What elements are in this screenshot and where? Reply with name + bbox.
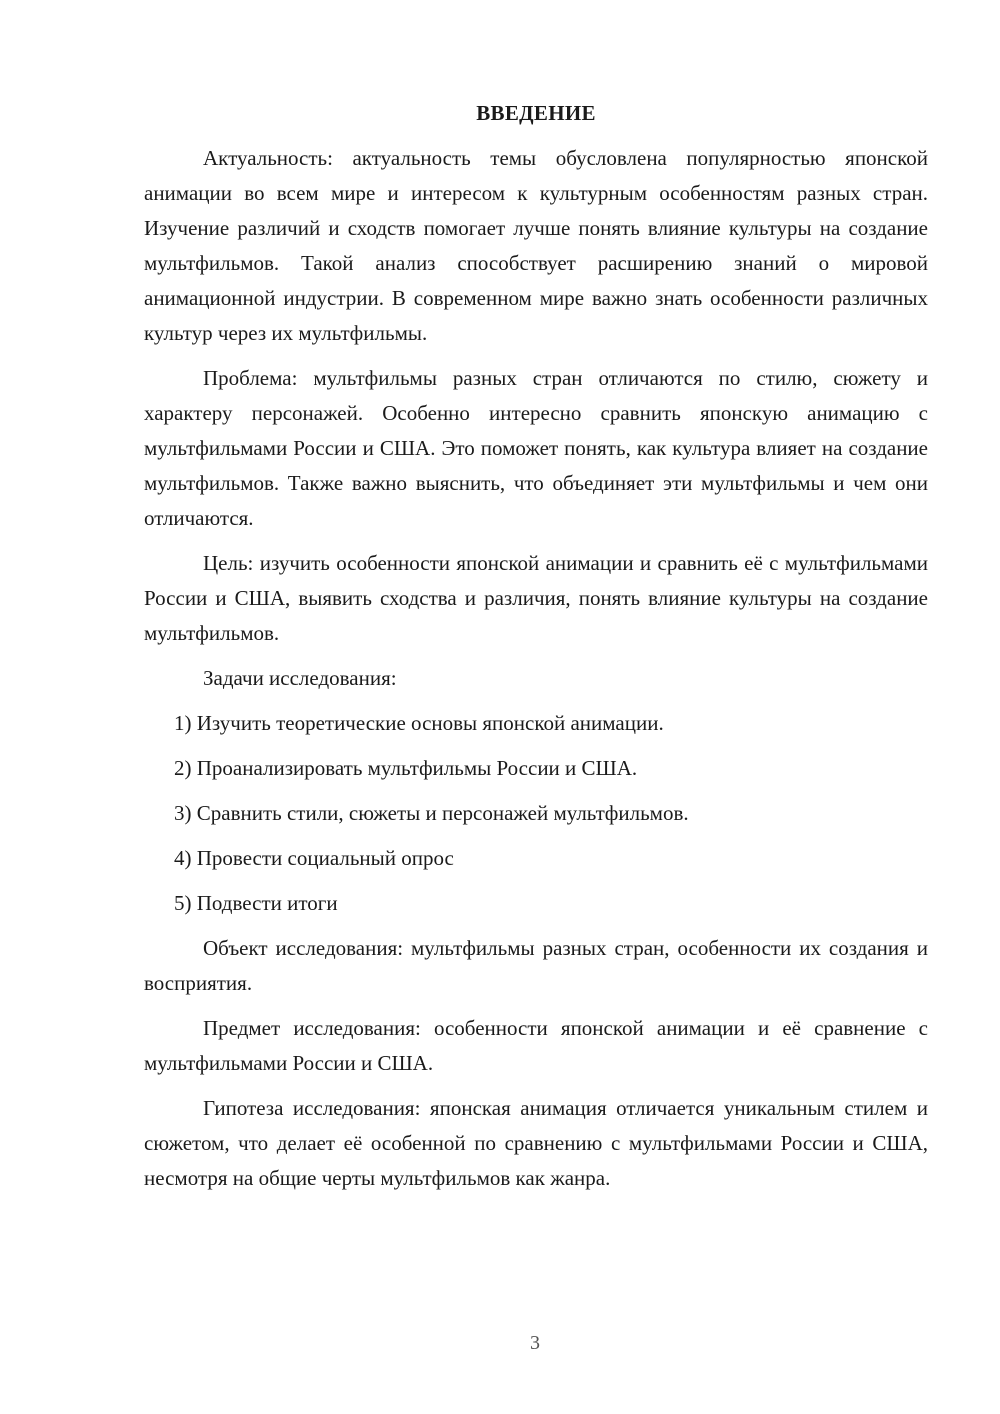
tasks-list	[144, 706, 928, 921]
hypothesis-paragraph: Гипотеза исследования: японская анимация отличается уникальным стилем и сюжетом, что делает её особенной по сравнению с мультфильмами России и США, несмотря на общие черты мультфильмов как жанра.	[144, 1096, 928, 1190]
task-item-3: 3) Сравнить стили, сюжеты и персонажей мультфильмов.	[174, 801, 689, 825]
document-page	[144, 96, 928, 1206]
page-title: ВВЕДЕНИЕ	[476, 101, 596, 125]
task-item-5: 5) Подвести итоги	[174, 891, 338, 915]
task-item-1: 1) Изучить теоретические основы японской анимации.	[174, 711, 664, 735]
tasks-heading: Задачи исследования:	[203, 666, 397, 690]
task-item-2: 2) Проанализировать мультфильмы России и США.	[174, 756, 638, 780]
page-number: 3	[530, 1332, 540, 1354]
problem-paragraph: Проблема: мультфильмы разных стран отличаются по стилю, сюжету и характеру персонажей. Особенно интересно сравнить японскую анимацию с мультфильмами России и США. Это поможет понять, как культура влияет на создание мультфильмов. Также важно выяснить, что объединяет эти мультфильмы и чем они отличаются.	[144, 366, 928, 530]
object-paragraph: Объект исследования: мультфильмы разных стран, особенности их создания и восприятия.	[144, 936, 928, 995]
relevance-paragraph: Актуальность: актуальность темы обусловлена популярностью японской анимации во всем мире и интересом к культурным особенностям разных стран. Изучение различий и сходств помогает лучше понять влияние культуры на создание мультфильмов. Такой анализ способствует расширению знаний о мировой анимационной индустрии. В современном мире важно знать особенности различных культур через их мультфильмы.	[144, 146, 928, 345]
goal-paragraph: Цель: изучить особенности японской анимации и сравнить её с мультфильмами России и США, выявить сходства и различия, понять влияние культуры на создание мультфильмов.	[144, 551, 928, 645]
task-item-4: 4) Провести социальный опрос	[174, 846, 454, 870]
subject-paragraph: Предмет исследования: особенности японской анимации и её сравнение с мультфильмами России и США.	[144, 1016, 928, 1075]
